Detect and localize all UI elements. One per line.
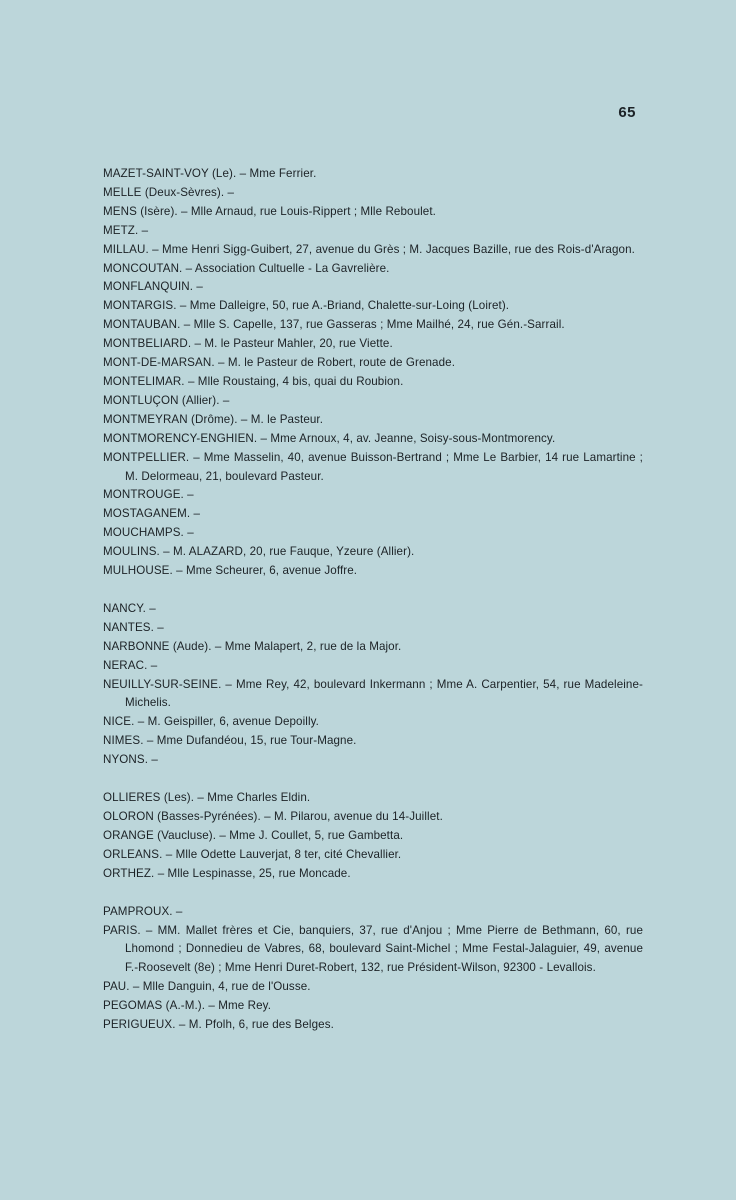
entry-nice: NICE. – M. Geispiller, 6, avenue Depoilly. <box>103 715 319 729</box>
entry-mostaganem: MOSTAGANEM. – <box>103 507 201 521</box>
entry-neuilly-sur-seine: NEUILLY-SUR-SEINE. – Mme Rey, 42, boulevard Inkermann ; Mme A. Carpentier, 54, rue Madeleine-Michelis. <box>103 677 643 710</box>
entry-orthez: ORTHEZ. – Mlle Lespinasse, 25, rue Moncade. <box>103 866 351 880</box>
entry-perigueux: PERIGUEUX. – M. Pfolh, 6, rue des Belges. <box>103 1018 334 1032</box>
entry-nimes: NIMES. – Mme Dufandéou, 15, rue Tour-Magne. <box>103 734 357 748</box>
entry-nantes: NANTES. – <box>103 620 164 634</box>
section-o <box>103 789 643 884</box>
entry-orange: ORANGE (Vaucluse). – Mme J. Coullet, 5, rue Gambetta. <box>103 828 404 842</box>
entry-metz: METZ. – <box>103 223 149 237</box>
section-m <box>103 165 643 581</box>
entry-oloron: OLORON (Basses-Pyrénées). – M. Pilarou, avenue du 14-Juillet. <box>103 810 443 823</box>
section-p <box>103 903 643 1035</box>
entry-montargis: MONTARGIS. – Mme Dalleigre, 50, rue A.-Briand, Chalette-sur-Loing (Loiret). <box>103 299 510 313</box>
entry-mouchamps: MOUCHAMPS. – <box>103 526 194 540</box>
entry-mazet-saint-voy: MAZET-SAINT-VOY (Le). – Mme Ferrier. <box>103 167 317 180</box>
entry-nyons: NYONS. – <box>103 753 158 767</box>
entry-mens: MENS (Isère). – Mlle Arnaud, rue Louis-Rippert ; Mlle Reboulet. <box>103 204 436 218</box>
entry-ollieres: OLLIERES (Les). – Mme Charles Eldin. <box>103 791 311 805</box>
entry-montelimar: MONTELIMAR. – Mlle Roustaing, 4 bis, quai du Roubion. <box>103 374 404 388</box>
entry-pamproux: PAMPROUX. – <box>103 904 183 918</box>
entry-montbeliard: MONTBELIARD. – M. le Pasteur Mahler, 20, rue Viette. <box>103 337 393 351</box>
entry-montmeyran: MONTMEYRAN (Drôme). – M. le Pasteur. <box>103 412 324 426</box>
entry-monflanquin: MONFLANQUIN. – <box>103 280 203 294</box>
entry-montpellier: MONTPELLIER. – Mme Masselin, 40, avenue Buisson-Bertrand ; Mme Le Barbier, 14 rue Lamartine ; M. Delormeau, 21, boulevard Pasteur. <box>103 450 643 483</box>
entry-montrouge: MONTROUGE. – <box>103 488 194 502</box>
section-n <box>103 600 643 770</box>
directory-entries <box>103 165 643 1035</box>
entry-nerac: NERAC. – <box>103 658 158 672</box>
entry-melle: MELLE (Deux-Sèvres). – <box>103 185 235 199</box>
entry-millau: MILLAU. – Mme Henri Sigg-Guibert, 27, avenue du Grès ; M. Jacques Bazille, rue des Rois-d'Aragon. <box>103 242 635 256</box>
entry-pau: PAU. – Mlle Danguin, 4, rue de l'Ousse. <box>103 980 311 994</box>
page-number: 65 <box>618 104 636 121</box>
entry-montauban: MONTAUBAN. – Mlle S. Capelle, 137, rue Gasseras ; Mme Mailhé, 24, rue Gén.-Sarrail. <box>103 318 565 332</box>
entry-orleans: ORLEANS. – Mlle Odette Lauverjat, 8 ter, cité Chevallier. <box>103 847 402 861</box>
entry-paris: PARIS. – MM. Mallet frères et Cie, banquiers, 37, rue d'Anjou ; Mme Pierre de Bethmann, 60, rue Lhomond ; Donnedieu de Vabres, 68, boulevard Saint-Michel ; Mme Festal-Jalaguier, 49, avenue F.-Roosevelt (8e) ; Mme Henri Duret-Robert, 132, rue Président-Wilson, 92300 - Levallois. <box>103 923 643 975</box>
entry-pegomas: PEGOMAS (A.-M.). – Mme Rey. <box>103 999 272 1013</box>
entry-nancy: NANCY. – <box>103 601 156 615</box>
entry-narbonne: NARBONNE (Aude). – Mme Malapert, 2, rue de la Major. <box>103 639 402 653</box>
entry-moncoutan: MONCOUTAN. – Association Cultuelle - La Gavrelière. <box>103 261 390 275</box>
entry-montlucon: MONTLUÇON (Allier). – <box>103 393 230 407</box>
entry-moulins: MOULINS. – M. ALAZARD, 20, rue Fauque, Yzeure (Allier). <box>103 545 415 559</box>
entry-montmorency-enghien: MONTMORENCY-ENGHIEN. – Mme Arnoux, 4, av. Jeanne, Soisy-sous-Montmorency. <box>103 431 556 445</box>
entry-mulhouse: MULHOUSE. – Mme Scheurer, 6, avenue Joffre. <box>103 564 358 578</box>
entry-mont-de-marsan: MONT-DE-MARSAN. – M. le Pasteur de Robert, route de Grenade. <box>103 356 456 370</box>
